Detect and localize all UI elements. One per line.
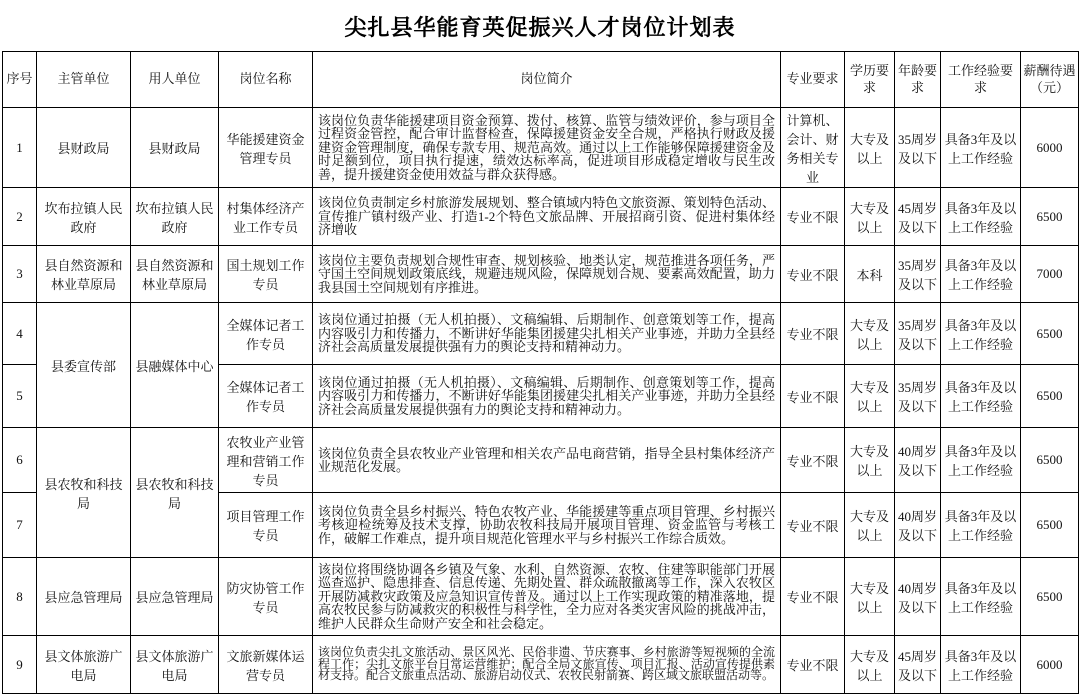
description-cell: 该岗位负责全县农牧业产业管理和相关农产品电商营销，指导全县村集体经济产业规范化发展。 — [313, 428, 781, 493]
table-row — [3, 636, 1079, 694]
major-cell: 专业不限 — [781, 493, 845, 558]
no-cell: 7 — [3, 493, 37, 558]
header-position: 岗位名称 — [219, 52, 313, 108]
experience-cell: 具备3年及以上工作经验 — [941, 108, 1021, 188]
header-major: 专业要求 — [781, 52, 845, 108]
experience-cell: 具备3年及以上工作经验 — [941, 365, 1021, 428]
employer-cell-merged: 县融媒体中心 — [131, 303, 219, 428]
header-age: 年龄要求 — [895, 52, 941, 108]
age-cell: 35周岁及以下 — [895, 365, 941, 428]
position-cell: 全媒体记者工作专员 — [219, 365, 313, 428]
description-cell: 该岗位通过拍摄（无人机拍摄）、文稿编辑、后期制作、创意策划等工作，提高内容吸引力和传播力，不断讲好华能集团援建尖扎相关产业事迹，并助力全县经济社会高质量发展提供强有力的舆论支持和精神动力。 — [313, 365, 781, 428]
employer-cell: 县自然资源和林业草原局 — [131, 246, 219, 303]
experience-cell: 具备3年及以上工作经验 — [941, 636, 1021, 694]
table-row — [3, 303, 1079, 365]
education-cell: 大专及以上 — [845, 188, 895, 246]
supervisor-cell: 坎布拉镇人民政府 — [37, 188, 131, 246]
age-cell: 40周岁及以下 — [895, 428, 941, 493]
no-cell: 9 — [3, 636, 37, 694]
age-cell: 35周岁及以下 — [895, 303, 941, 365]
header-experience: 工作经验要求 — [941, 52, 1021, 108]
no-cell: 3 — [3, 246, 37, 303]
experience-cell: 具备3年及以上工作经验 — [941, 428, 1021, 493]
education-cell: 大专及以上 — [845, 108, 895, 188]
age-cell: 45周岁及以下 — [895, 636, 941, 694]
table-row — [3, 188, 1079, 246]
employer-cell: 县文体旅游广电局 — [131, 636, 219, 694]
salary-cell: 6500 — [1021, 558, 1079, 636]
position-cell: 文旅新媒体运营专员 — [219, 636, 313, 694]
header-no: 序号 — [3, 52, 37, 108]
salary-cell: 6000 — [1021, 636, 1079, 694]
major-cell: 专业不限 — [781, 246, 845, 303]
experience-cell: 具备3年及以上工作经验 — [941, 246, 1021, 303]
salary-cell: 6500 — [1021, 365, 1079, 428]
supervisor-cell: 县文体旅游广电局 — [37, 636, 131, 694]
experience-cell: 具备3年及以上工作经验 — [941, 558, 1021, 636]
header-supervisor: 主管单位 — [37, 52, 131, 108]
education-cell: 本科 — [845, 246, 895, 303]
salary-cell: 6500 — [1021, 188, 1079, 246]
major-cell: 计算机、会计、财务相关专业 — [781, 108, 845, 188]
header-description: 岗位简介 — [313, 52, 781, 108]
position-cell: 国土规划工作专员 — [219, 246, 313, 303]
education-cell: 大专及以上 — [845, 365, 895, 428]
education-cell: 大专及以上 — [845, 428, 895, 493]
table-row — [3, 558, 1079, 636]
no-cell: 5 — [3, 365, 37, 428]
description-cell: 该岗位负责尖扎文旅活动、景区风光、民俗非遗、节庆赛事、乡村旅游等短视频的全流程工作；尖扎文旅平台日常运营维护；配合全局文旅宣传、项目汇报、活动宣传提供素材支持。配合文旅重点活动、旅游启动仪式、农牧民射箭赛、跨区域文旅联盟活动等。 — [313, 636, 781, 694]
no-cell: 8 — [3, 558, 37, 636]
position-cell: 防灾协管工作专员 — [219, 558, 313, 636]
header-education: 学历要求 — [845, 52, 895, 108]
major-cell: 专业不限 — [781, 428, 845, 493]
table-row — [3, 428, 1079, 493]
major-cell: 专业不限 — [781, 365, 845, 428]
table-row — [3, 246, 1079, 303]
description-cell: 该岗位通过拍摄（无人机拍摄）、文稿编辑、后期制作、创意策划等工作，提高内容吸引力和传播力，不断讲好华能集团援建尖扎相关产业事迹，并助力全县经济社会高质量发展提供强有力的舆论支持和精神动力。 — [313, 303, 781, 365]
no-cell: 6 — [3, 428, 37, 493]
experience-cell: 具备3年及以上工作经验 — [941, 493, 1021, 558]
experience-cell: 具备3年及以上工作经验 — [941, 303, 1021, 365]
salary-cell: 6500 — [1021, 303, 1079, 365]
no-cell: 2 — [3, 188, 37, 246]
major-cell: 专业不限 — [781, 558, 845, 636]
major-cell: 专业不限 — [781, 636, 845, 694]
page-title: 尖扎县华能育英促振兴人才岗位计划表 — [344, 15, 736, 40]
employer-cell-merged: 县农牧和科技局 — [131, 428, 219, 558]
age-cell: 35周岁及以下 — [895, 246, 941, 303]
position-cell: 全媒体记者工作专员 — [219, 303, 313, 365]
supervisor-cell: 县应急管理局 — [37, 558, 131, 636]
supervisor-cell: 县财政局 — [37, 108, 131, 188]
description-cell: 该岗位将围绕协调各乡镇及气象、水利、自然资源、农牧、住建等职能部门开展巡查巡护、隐患排查、信息传递、先期处置、群众疏散撤离等工作，深入农牧区开展防减救灾政策及应急知识宣传普及。通过以上工作实现政策的精准落地，提高农牧民参与防减救灾的积极性与科学性，全力应对各类灾害风险的挑战冲击，维护人民群众生命财产安全和社会稳定。 — [313, 558, 781, 636]
header-salary: 薪酬待遇（元） — [1021, 52, 1079, 108]
age-cell: 45周岁及以下 — [895, 188, 941, 246]
experience-cell: 具备3年及以上工作经验 — [941, 188, 1021, 246]
employer-cell: 县应急管理局 — [131, 558, 219, 636]
age-cell: 40周岁及以下 — [895, 558, 941, 636]
supervisor-cell-merged: 县农牧和科技局 — [37, 428, 131, 558]
education-cell: 大专及以上 — [845, 493, 895, 558]
job-plan-table — [2, 51, 1079, 694]
employer-cell: 坎布拉镇人民政府 — [131, 188, 219, 246]
education-cell: 大专及以上 — [845, 558, 895, 636]
age-cell: 40周岁及以下 — [895, 493, 941, 558]
header-row — [3, 52, 1079, 108]
supervisor-cell: 县自然资源和林业草原局 — [37, 246, 131, 303]
salary-cell: 6500 — [1021, 428, 1079, 493]
no-cell: 4 — [3, 303, 37, 365]
description-cell: 该岗位负责全县乡村振兴、特色农牧产业、华能援建等重点项目管理、乡村振兴考核迎检统筹及技术支撑，协助农牧科技局开展项目管理、资金监管与考核工作，破解工作难点，提升项目规范化管理水平与乡村振兴工作综合质效。 — [313, 493, 781, 558]
no-cell: 1 — [3, 108, 37, 188]
position-cell: 华能援建资金管理专员 — [219, 108, 313, 188]
major-cell: 专业不限 — [781, 303, 845, 365]
age-cell: 35周岁及以下 — [895, 108, 941, 188]
table-row — [3, 108, 1079, 188]
description-cell: 该岗位负责华能援建项目资金预算、拨付、核算、监管与绩效评价，参与项目全过程资金管控，配合审计监督检查，保障援建资金安全合规，严格执行财政及援建资金管理制度，确保专款专用、规范高效。通过以上工作能够保障援建资金及时足额到位，项目执行提速，绩效达标率高，促进项目形成稳定增收与民生改善，提升援建资金使用效益与群众获得感。 — [313, 108, 781, 188]
education-cell: 大专及以上 — [845, 303, 895, 365]
supervisor-cell-merged: 县委宣传部 — [37, 303, 131, 428]
description-cell: 该岗位主要负责规划合规性审查、规划核验、地类认定，规范推进各项任务，严守国土空间规划政策底线，规避违规风险，保障规划合规、要素高效配置，助力我县国土空间规划有序推进。 — [313, 246, 781, 303]
salary-cell: 7000 — [1021, 246, 1079, 303]
position-cell: 项目管理工作专员 — [219, 493, 313, 558]
header-employer: 用人单位 — [131, 52, 219, 108]
salary-cell: 6500 — [1021, 493, 1079, 558]
salary-cell: 6000 — [1021, 108, 1079, 188]
employer-cell: 县财政局 — [131, 108, 219, 188]
position-cell: 村集体经济产业工作专员 — [219, 188, 313, 246]
description-cell: 该岗位负责制定乡村旅游发展规划、整合镇域内特色文旅资源、策划特色活动、宣传推广镇村级产业、打造1-2个特色文旅品牌、开展招商引资、促进村集体经济增收 — [313, 188, 781, 246]
education-cell: 大专及以上 — [845, 636, 895, 694]
major-cell: 专业不限 — [781, 188, 845, 246]
position-cell: 农牧业产业管理和营销工作专员 — [219, 428, 313, 493]
